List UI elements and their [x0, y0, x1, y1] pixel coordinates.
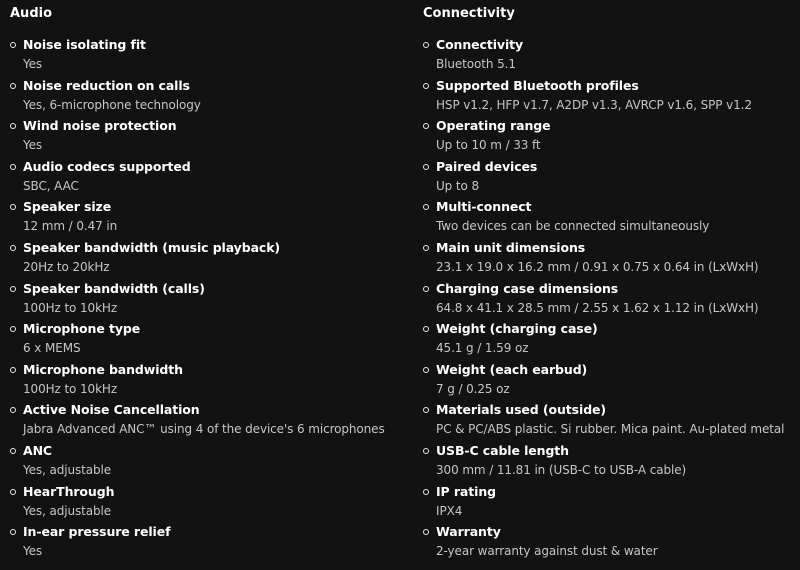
bullet-icon — [423, 286, 429, 292]
bullet-icon — [423, 123, 429, 129]
spec-item-anc — [10, 442, 405, 483]
bullet-icon — [423, 83, 429, 89]
bullet-icon — [10, 367, 16, 373]
spec-label: Speaker size — [23, 199, 112, 215]
spec-value: 100Hz to 10kHz — [23, 381, 118, 396]
spec-value: 20Hz to 20kHz — [23, 259, 110, 274]
connectivity-section-title: Connectivity — [423, 6, 515, 21]
spec-item-wind-noise-protection — [10, 117, 405, 158]
spec-item-bluetooth-profiles — [423, 77, 793, 118]
spec-label: IP rating — [436, 483, 496, 499]
spec-label: Active Noise Cancellation — [23, 402, 200, 418]
spec-item-charging-case-dimensions — [423, 280, 793, 321]
spec-value: 100Hz to 10kHz — [23, 300, 118, 315]
bullet-icon — [423, 489, 429, 495]
audio-spec-list — [10, 36, 405, 564]
bullet-icon — [10, 448, 16, 454]
spec-value: Yes — [23, 138, 43, 153]
spec-label: Noise isolating fit — [23, 37, 146, 52]
spec-label: Weight (charging case) — [436, 321, 598, 337]
spec-item-warranty — [423, 523, 793, 564]
bullet-icon — [10, 286, 16, 292]
spec-item-speaker-bandwidth-music — [10, 239, 405, 280]
spec-value: Two devices can be connected simultaneously — [436, 219, 710, 234]
bullet-icon — [423, 529, 429, 535]
spec-value: Yes, 6-microphone technology — [23, 97, 201, 112]
bullet-icon — [10, 42, 16, 48]
bullet-icon — [10, 245, 16, 251]
spec-item-noise-reduction-on-calls — [10, 77, 405, 118]
spec-label: Microphone type — [23, 321, 141, 337]
spec-value: Up to 8 — [436, 178, 480, 193]
bullet-icon — [10, 204, 16, 210]
spec-label: Multi-connect — [436, 199, 532, 215]
spec-label: Main unit dimensions — [436, 239, 586, 255]
bullet-icon — [10, 326, 16, 332]
spec-value: 12 mm / 0.47 in — [23, 219, 118, 234]
spec-label: HearThrough — [23, 483, 115, 499]
spec-value: Yes — [23, 544, 43, 559]
spec-label: ANC — [23, 442, 53, 458]
spec-label: Noise reduction on calls — [23, 77, 190, 93]
spec-item-multi-connect — [423, 198, 793, 239]
spec-item-speaker-bandwidth-calls — [10, 280, 405, 321]
spec-value: IPX4 — [436, 503, 463, 518]
spec-item-microphone-type — [10, 320, 405, 361]
spec-label: Charging case dimensions — [436, 280, 619, 296]
spec-item-noise-isolating-fit — [10, 36, 405, 77]
spec-item-ip-rating — [423, 483, 793, 524]
bullet-icon — [423, 448, 429, 454]
spec-value: Bluetooth 5.1 — [436, 57, 516, 71]
spec-label: USB-C cable length — [436, 442, 569, 458]
spec-item-usb-c-cable-length — [423, 442, 793, 483]
spec-item-speaker-size — [10, 198, 405, 239]
spec-label: Paired devices — [436, 158, 538, 174]
bullet-icon — [10, 164, 16, 170]
spec-label: Weight (each earbud) — [436, 361, 588, 377]
spec-item-main-unit-dimensions — [423, 239, 793, 280]
spec-value: 6 x MEMS — [23, 341, 81, 356]
bullet-icon — [10, 123, 16, 129]
spec-value: Jabra Advanced ANC™ using 4 of the device's 6 microphones — [23, 422, 385, 437]
spec-item-active-noise-cancellation — [10, 401, 405, 442]
spec-value: 2-year warranty against dust & water — [436, 544, 658, 559]
spec-label: Speaker bandwidth (music playback) — [23, 239, 281, 255]
bullet-icon — [423, 326, 429, 332]
spec-label: Audio codecs supported — [23, 158, 191, 174]
bullet-icon — [423, 42, 429, 48]
spec-label: Connectivity — [436, 37, 524, 52]
bullet-icon — [423, 245, 429, 251]
audio-section — [10, 0, 405, 564]
spec-value: Yes, adjustable — [23, 503, 112, 518]
spec-item-audio-codecs — [10, 158, 405, 199]
spec-value: 300 mm / 11.81 in (USB-C to USB-A cable) — [436, 462, 687, 477]
spec-value: Yes, adjustable — [23, 462, 112, 477]
spec-item-in-ear-pressure-relief — [10, 523, 405, 564]
spec-value: PC & PC/ABS plastic. Si rubber. Mica paint. Au-plated metal — [436, 422, 785, 437]
spec-label: Microphone bandwidth — [23, 361, 183, 377]
spec-label: Materials used (outside) — [436, 402, 607, 418]
spec-label: Supported Bluetooth profiles — [436, 77, 639, 93]
spec-value: 7 g / 0.25 oz — [436, 381, 510, 396]
spec-value: 45.1 g / 1.59 oz — [436, 341, 529, 356]
spec-item-paired-devices — [423, 158, 793, 199]
spec-value: HSP v1.2, HFP v1.7, A2DP v1.3, AVRCP v1.6, SPP v1.2 — [436, 97, 752, 112]
spec-label: Warranty — [436, 524, 501, 540]
spec-label: Wind noise protection — [23, 118, 177, 134]
connectivity-section — [423, 0, 793, 564]
spec-value: 23.1 x 19.0 x 16.2 mm / 0.91 x 0.75 x 0.64 in (LxWxH) — [436, 259, 759, 274]
bullet-icon — [423, 367, 429, 373]
spec-label: Speaker bandwidth (calls) — [23, 280, 205, 296]
spec-value: Up to 10 m / 33 ft — [436, 138, 541, 153]
bullet-icon — [423, 407, 429, 413]
bullet-icon — [423, 204, 429, 210]
bullet-icon — [10, 83, 16, 89]
audio-section-title: Audio — [10, 6, 53, 21]
bullet-icon — [10, 407, 16, 413]
bullet-icon — [423, 164, 429, 170]
spec-item-weight-charging-case — [423, 320, 793, 361]
connectivity-spec-list — [423, 36, 793, 564]
spec-label: Operating range — [436, 118, 551, 134]
bullet-icon — [10, 529, 16, 535]
spec-value: SBC, AAC — [23, 178, 79, 193]
spec-value: Yes — [23, 57, 43, 71]
spec-value: 64.8 x 41.1 x 28.5 mm / 2.55 x 1.62 x 1.12 in (LxWxH) — [436, 300, 759, 315]
spec-item-operating-range — [423, 117, 793, 158]
bullet-icon — [10, 489, 16, 495]
spec-item-materials-used — [423, 401, 793, 442]
spec-item-weight-each-earbud — [423, 361, 793, 402]
spec-item-hearthrough — [10, 483, 405, 524]
spec-label: In-ear pressure relief — [23, 524, 171, 540]
spec-item-connectivity — [423, 36, 793, 77]
spec-item-microphone-bandwidth — [10, 361, 405, 402]
